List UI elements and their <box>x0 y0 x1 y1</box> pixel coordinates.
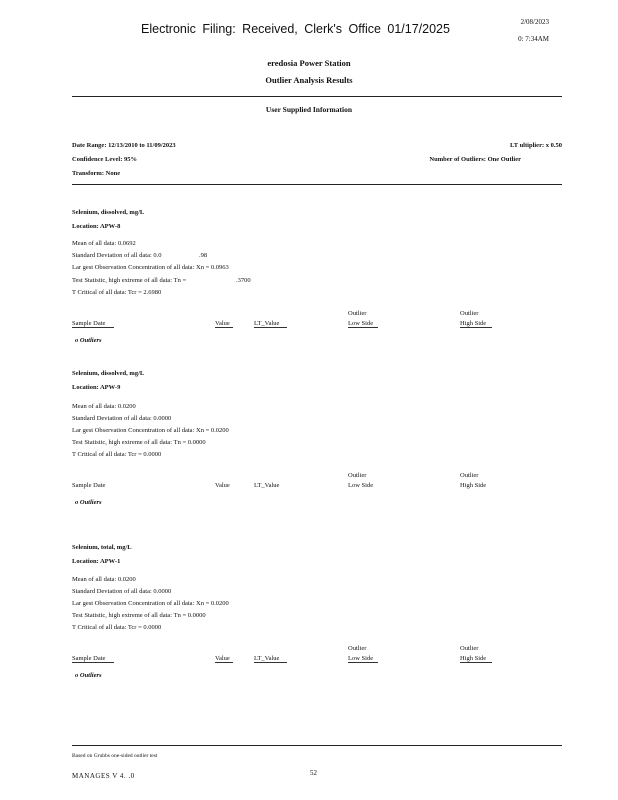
location: Location: APW-1 <box>72 558 121 565</box>
divider <box>72 184 562 185</box>
lt-multiplier: LT ultiplier: x 0.50 <box>509 142 562 149</box>
outlier-col-label: Outlier <box>348 472 367 479</box>
col-lt-value: LT_Value <box>254 655 287 663</box>
outlier-result: o Outliers <box>75 337 102 344</box>
col-value: Value <box>215 655 233 663</box>
largest-observation: Lar gest Observation Concentration of all data: Xn = 0.0200 <box>72 427 229 434</box>
test-statistic: Test Statistic, high extreme of all data: Tn = <box>72 277 187 284</box>
parameter-name: Selenium, dissolved, mg/L <box>72 209 145 216</box>
date-range: Date Range: 12/13/2010 to 11/09/2023 <box>72 142 176 149</box>
outlier-col-label: Outlier <box>460 645 479 652</box>
col-high-side: High Side <box>460 655 492 663</box>
station-name: eredosia Power Station <box>267 58 351 68</box>
col-sample-date: Sample Date <box>72 482 106 489</box>
page-number: 52 <box>310 769 317 777</box>
test-statistic: Test Statistic, high extreme of all data: Tn = 0.0000 <box>72 439 206 446</box>
t-critical: T Critical of all data: Tcr = 2.6980 <box>72 289 162 296</box>
std-dev-tail: .98 <box>199 252 208 259</box>
transform: Transform: None <box>72 170 121 177</box>
footer-divider <box>72 745 562 746</box>
std-dev: Standard Deviation of all data: 0.0000 <box>72 415 172 422</box>
col-high-side: High Side <box>460 482 487 489</box>
section-title: User Supplied Information <box>265 105 353 114</box>
col-lt-value: LT_Value <box>254 320 287 328</box>
number-of-outliers: Number of Outliers: One Outlier <box>429 156 521 163</box>
mean: Mean of all data: 0.0692 <box>72 240 136 247</box>
parameter-name: Selenium, total, mg/L <box>72 544 132 551</box>
outlier-col-label: Outlier <box>348 645 367 652</box>
filing-banner: Electronic Filing: Received, Clerk's Office 01/17/2025 <box>141 22 450 36</box>
col-value: Value <box>215 320 233 328</box>
t-critical: T Critical of all data: Tcr = 0.0000 <box>72 624 162 631</box>
mean: Mean of all data: 0.0200 <box>72 576 136 583</box>
std-dev: Standard Deviation of all data: 0.0000 <box>72 588 172 595</box>
print-date: 2/08/2023 <box>520 18 549 26</box>
divider <box>72 96 562 97</box>
confidence-level: Confidence Level: 95% <box>72 156 137 163</box>
footer-note: Based on Grubbs one-sided outlier test <box>72 753 158 759</box>
largest-observation: Lar gest Observation Concentration of all data: Xn = 0.0963 <box>72 264 229 271</box>
report-title: Outlier Analysis Results <box>265 75 353 85</box>
outlier-col-label: Outlier <box>348 310 367 317</box>
std-dev: Standard Deviation of all data: 0.0 <box>72 252 162 259</box>
outlier-col-label: Outlier <box>460 310 479 317</box>
col-low-side: Low Side <box>348 482 374 489</box>
parameter-name: Selenium, dissolved, mg/L <box>72 370 145 377</box>
outlier-result: o Outliers <box>75 672 102 679</box>
test-statistic-tail: .3700 <box>236 277 251 284</box>
t-critical: T Critical of all data: Tcr = 0.0000 <box>72 451 162 458</box>
location: Location: APW-9 <box>72 384 121 391</box>
outlier-result: o Outliers <box>75 499 102 506</box>
location: Location: APW-8 <box>72 223 121 230</box>
print-time: 0: 7:34AM <box>518 35 549 43</box>
software-version: MANAGES V 4. .0 <box>72 772 135 780</box>
col-sample-date: Sample Date <box>72 655 114 663</box>
col-low-side: Low Side <box>348 320 378 328</box>
outlier-col-label: Outlier <box>460 472 479 479</box>
mean: Mean of all data: 0.0200 <box>72 403 136 410</box>
col-lt-value: LT_Value <box>254 482 280 489</box>
col-low-side: Low Side <box>348 655 378 663</box>
col-high-side: High Side <box>460 320 492 328</box>
largest-observation: Lar gest Observation Concentration of all data: Xn = 0.0200 <box>72 600 229 607</box>
test-statistic: Test Statistic, high extreme of all data: Tn = 0.0000 <box>72 612 206 619</box>
col-value: Value <box>215 482 230 489</box>
col-sample-date: Sample Date <box>72 320 114 328</box>
